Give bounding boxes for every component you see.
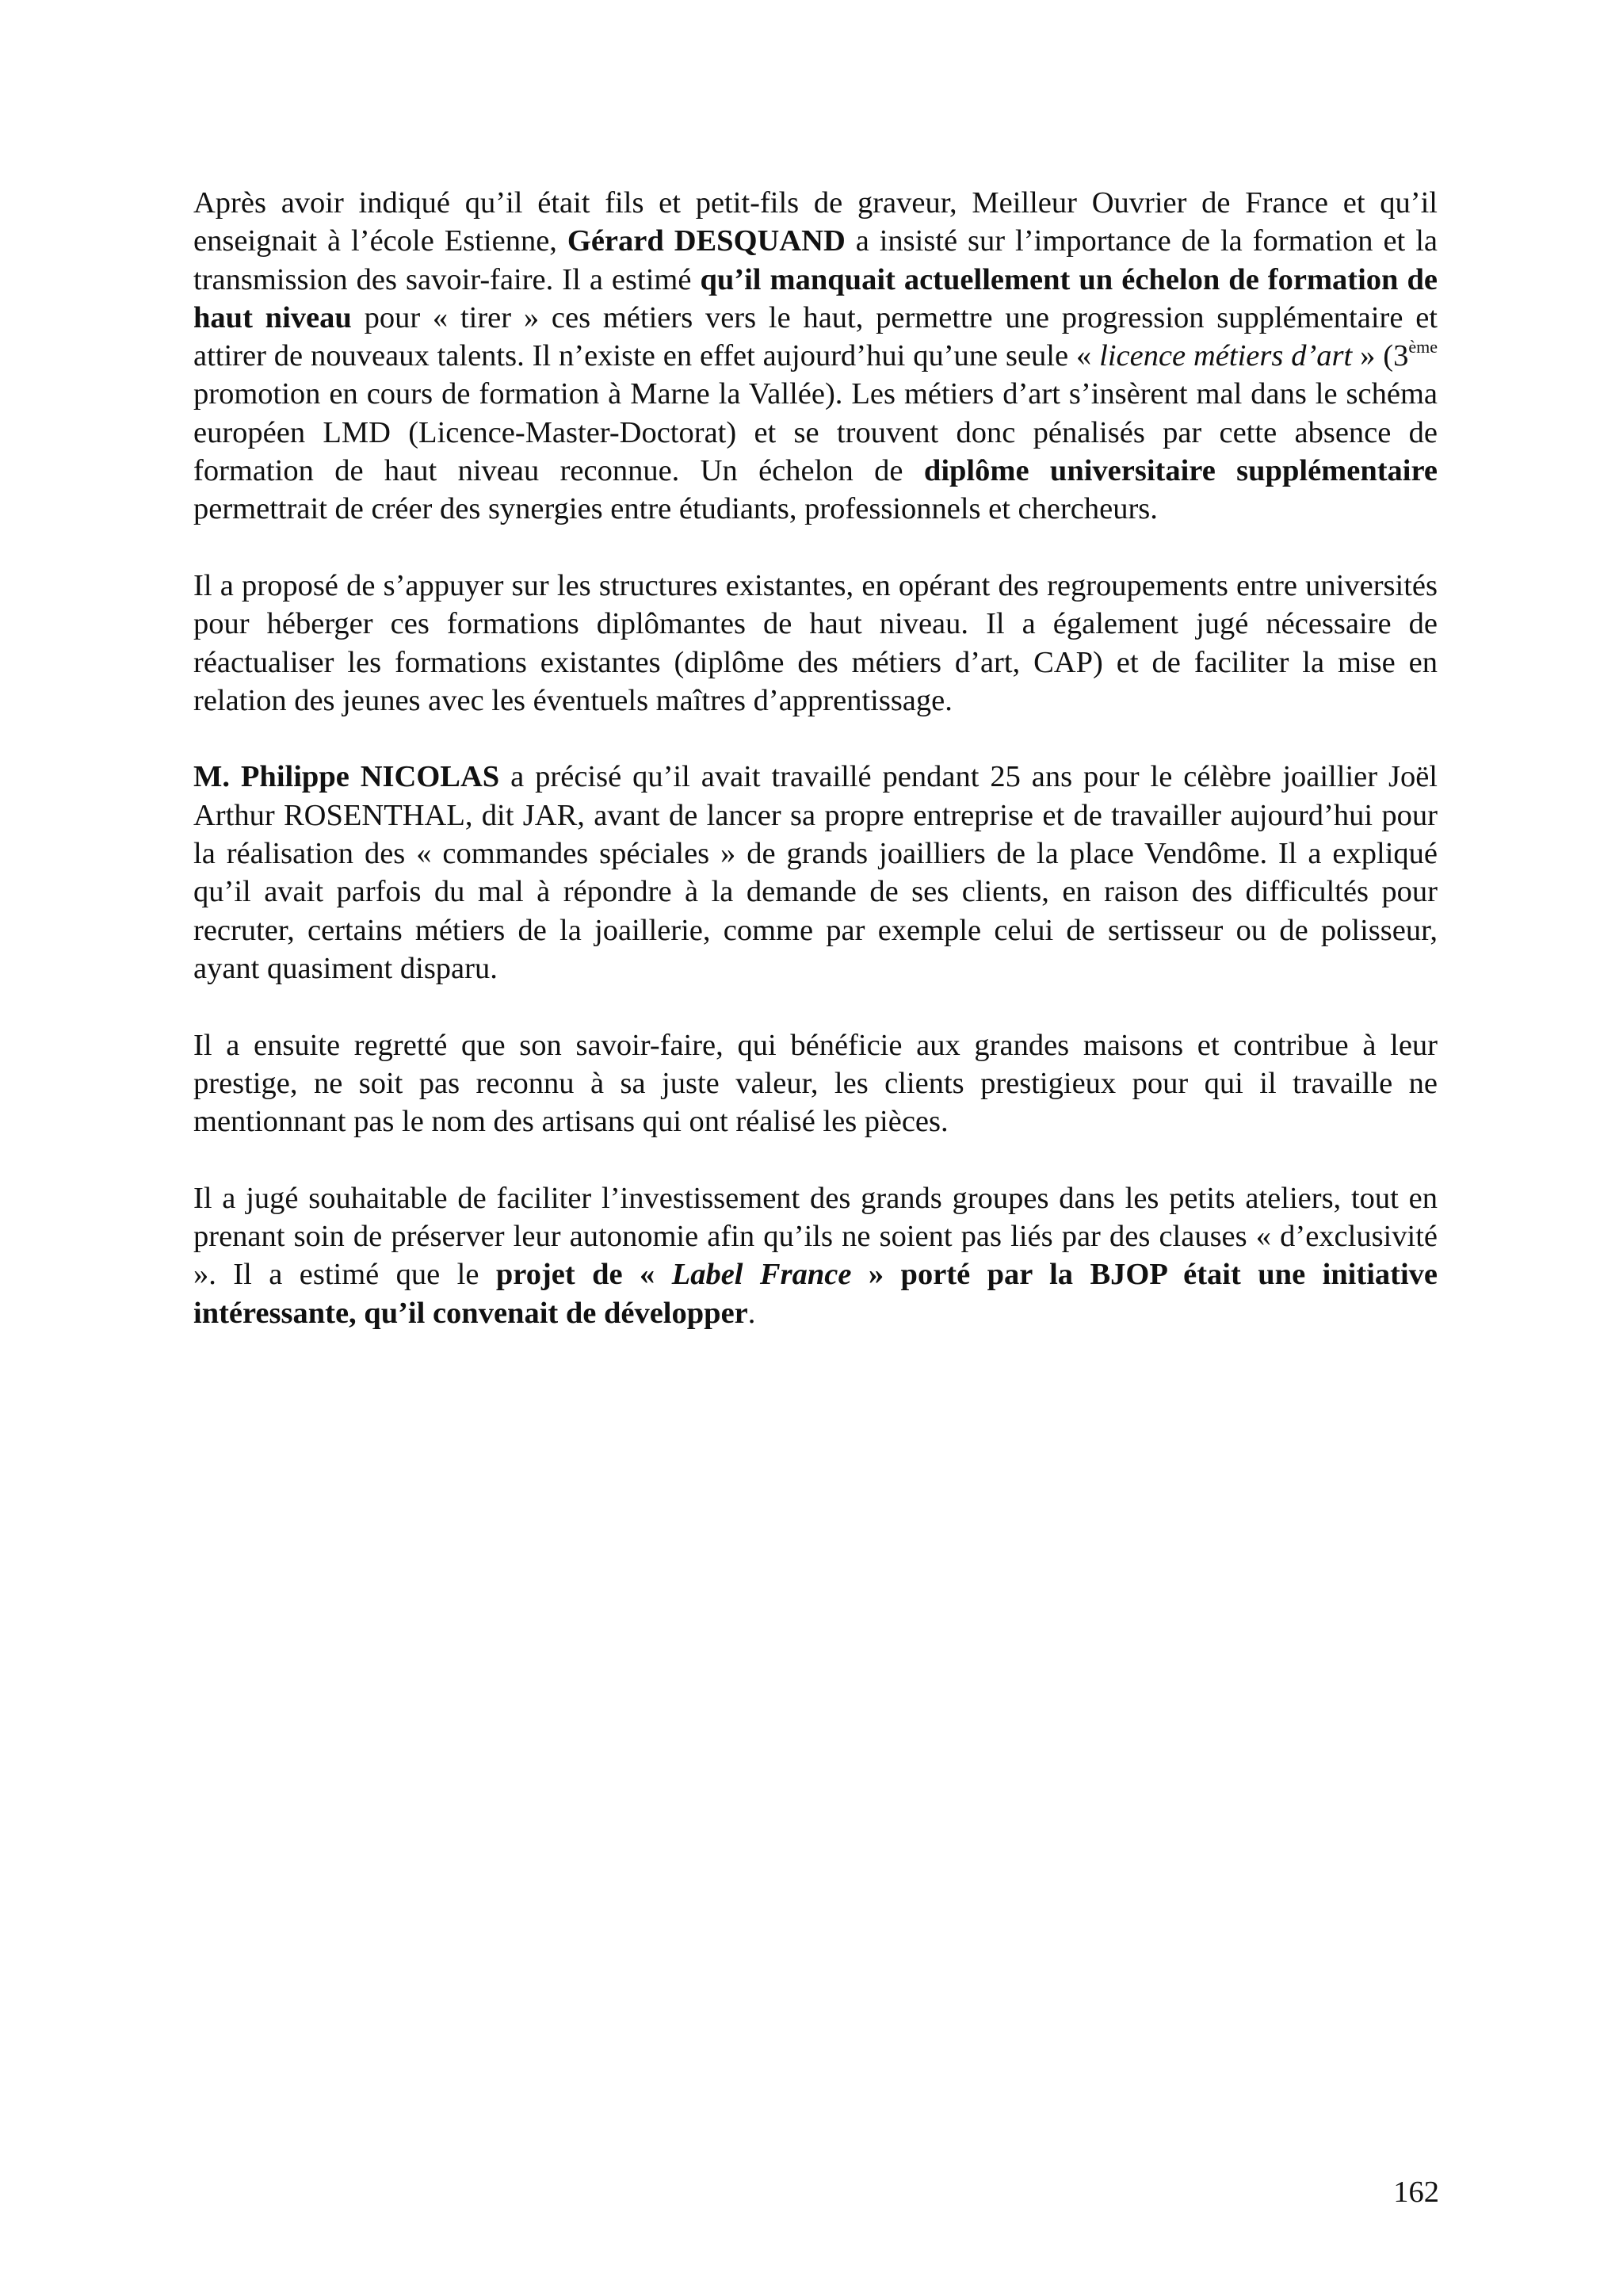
body-text <box>193 184 1438 1370</box>
text-segment: promotion en cours de formation à Marne la Vallée). Les métiers d’art s’insèrent mal dans le schéma européen LMD (Licence-Master-Doctorat) et se trouvent donc pénalisés par cette absence de formation de haut niveau reconnue. Un échelon de <box>193 377 1438 488</box>
text-segment: licence métiers d’art <box>1099 339 1353 373</box>
text-segment: Il a ensuite regretté que son savoir-faire, qui bénéficie aux grandes maisons et contribue à leur prestige, ne soit pas reconnu à sa juste valeur, les clients prestigieux pour qui il travaille ne mentionnant pas le nom des artisans qui ont réalisé les pièces. <box>193 1028 1438 1139</box>
text-segment: Il a proposé de s’appuyer sur les structures existantes, en opérant des regroupements entre universités pour héberger ces formations diplômantes de haut niveau. Il a également jugé nécessaire de réactualiser les formations existantes (diplôme des métiers d’art, CAP) et de faciliter la mise en relation des jeunes avec les éventuels maîtres d’apprentissage. <box>193 568 1438 717</box>
text-segment: Après avoir indiqué qu’il était fils et petit-fils de graveur, Meilleur Ouvrier de France et qu’il enseignait à l’école Estienne, <box>193 186 1438 258</box>
text-segment: » porté par la BJOP était une initiative intéressante, qu’il convenait de développer <box>193 1258 1438 1330</box>
text-segment: . <box>747 1296 756 1330</box>
paragraph-label-france <box>193 1179 1438 1332</box>
text-segment: Label France <box>671 1258 852 1292</box>
page-number: 162 <box>1393 2176 1439 2209</box>
text-segment: M. Philippe NICOLAS <box>193 760 500 794</box>
text-segment: » (3 <box>1352 339 1409 373</box>
paragraph-savoir-faire-reconnaissance <box>193 1026 1438 1141</box>
text-segment: projet de « <box>495 1258 672 1292</box>
paragraph-structures-existantes <box>193 567 1438 720</box>
text-segment: ème <box>1408 337 1438 357</box>
text-segment: diplôme universitaire supplémentaire <box>923 454 1438 488</box>
paragraph-desquand-formation <box>193 184 1438 529</box>
paragraph-nicolas-joaillier <box>193 758 1438 988</box>
text-segment: Il a jugé souhaitable de faciliter l’investissement des grands groupes dans les petits ateliers, tout en prenant soin de préserver leur autonomie afin qu’ils ne soient pas liés par des clauses « d’exclusivité ». Il a estimé que le <box>193 1181 1438 1292</box>
text-segment: pour « tirer » ces métiers vers le haut, permettre une progression supplémentaire et attirer de nouveaux talents. Il n’existe en effet aujourd’hui qu’une seule « <box>193 300 1438 373</box>
text-segment: a précisé qu’il avait travaillé pendant 25 ans pour le célèbre joaillier Joël Arthur ROSENTHAL, dit JAR, avant de lancer sa propre entreprise et de travailler aujourd’hui pour la réalisation des « commandes spéciales » de grands joailliers de la place Vendôme. Il a expliqué qu’il avait parfois du mal à répondre à la demande de ses clients, en raison des difficultés pour recruter, certains métiers de la joaillerie, comme par exemple celui de sertisseur ou de polisseur, ayant quasiment disparu. <box>193 760 1438 985</box>
text-segment: qu’il manquait actuellement un échelon de formation de haut niveau <box>193 262 1438 334</box>
text-segment: Gérard DESQUAND <box>567 224 846 258</box>
text-segment: a insisté sur l’importance de la formation et la transmission des savoir-faire. Il a estimé <box>193 224 1438 296</box>
text-segment: permettrait de créer des synergies entre étudiants, professionnels et chercheurs. <box>193 492 1158 526</box>
